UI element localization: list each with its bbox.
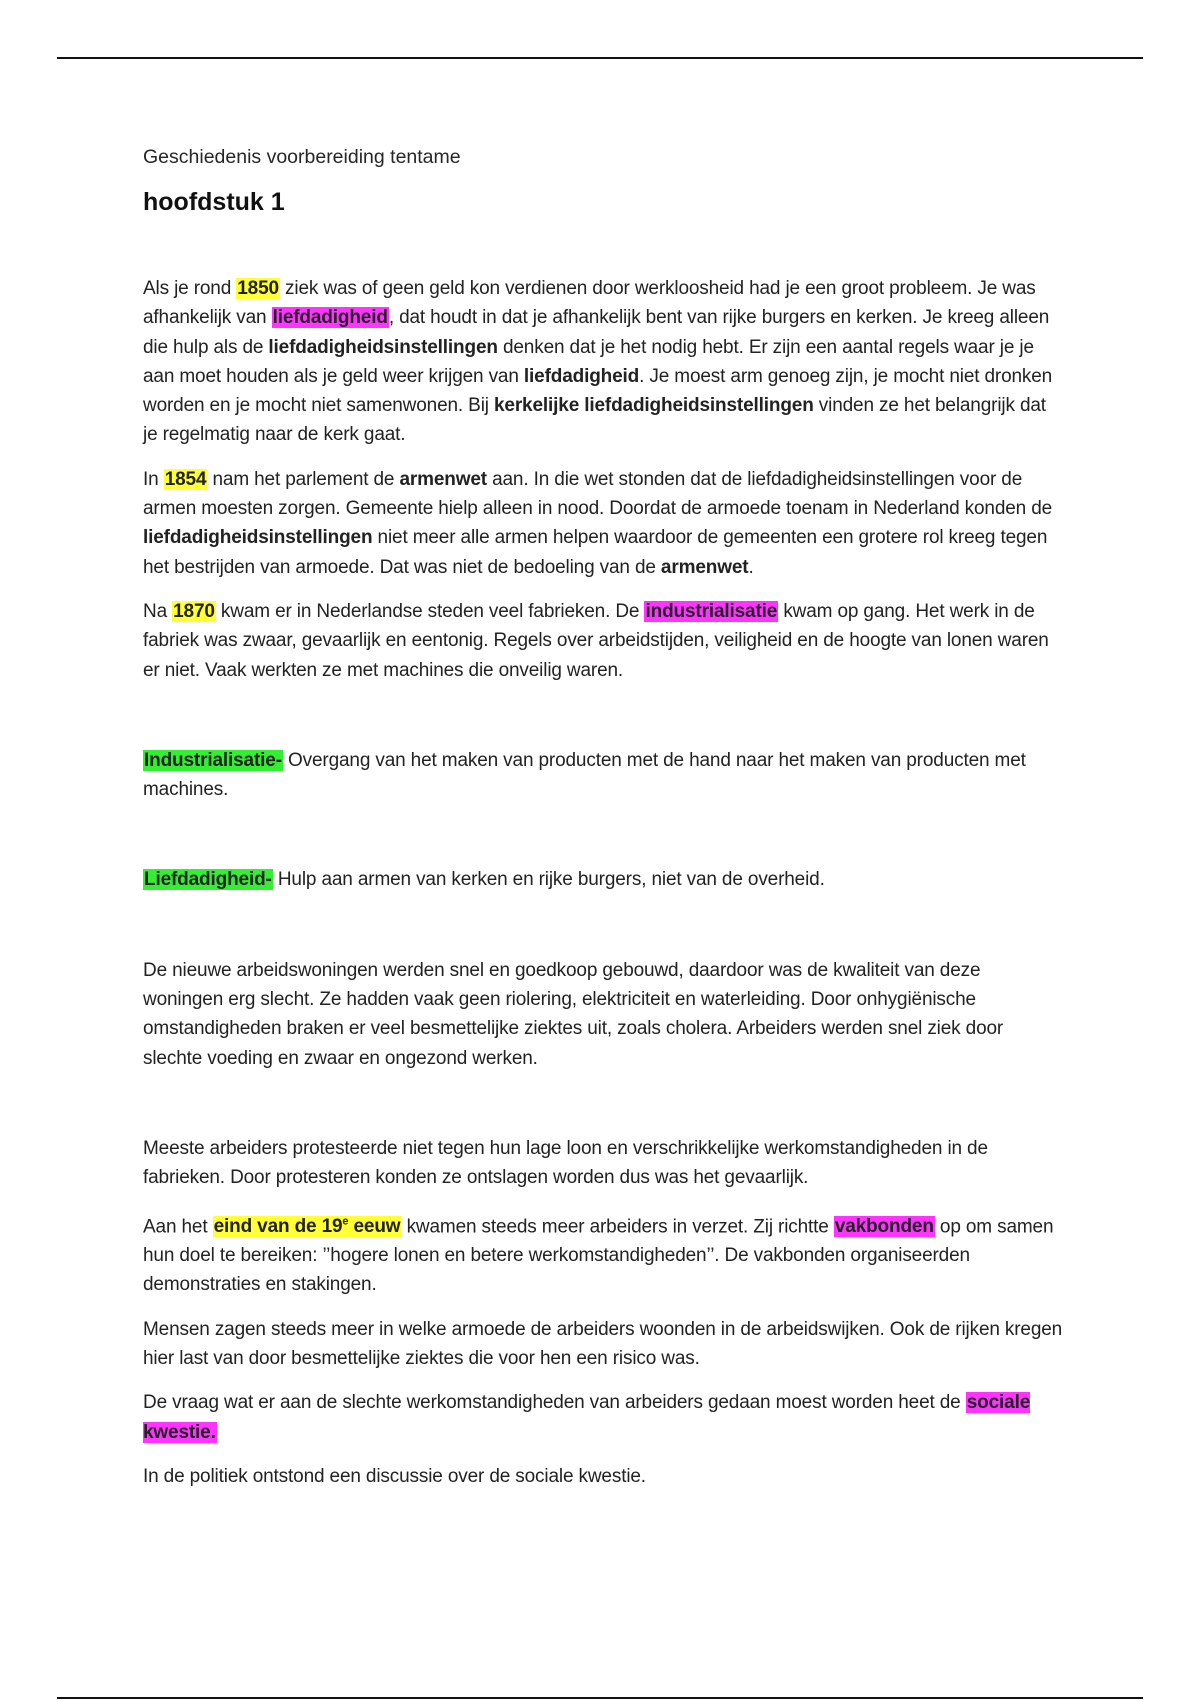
- highlight-sociale-kwestie: sociale kwestie.: [143, 1392, 1031, 1443]
- paragraph-liefdadigheid: Als je rond 1850 ziek was of geen geld kon verdienen door werkloosheid had je een groot probleem. Je was afhankelijk van liefdadigheid, dat houdt in dat je afhankelijk bent van rijke burgers en kerken. Je kreeg alleen die hulp als de liefdadigheidsinstellingen denken dat je het nodig hebt. Er zijn een aantal regels waar je je aan moet houden als je geld weer krijgen van liefdadigheid. Je moest arm genoeg zijn, je mocht niet dronken worden en je mocht niet samenwonen. Bij kerkelijke liefdadigheidsinstellingen vinden ze het belangrijk dat je regelmatig naar de kerk gaat.: [143, 278, 1053, 446]
- document-body: [143, 143, 1063, 1491]
- paragraph-armenwet: In 1854 nam het parlement de armenwet aan. In die wet stonden dat de liefdadigheidsinstellingen voor de armen moesten zorgen. Gemeente hielp alleen in nood. Doordat de armoede toenam in Nederland konden de liefdadigheidsinstellingen niet meer alle armen helpen waardoor de gemeenten een grotere rol kreeg tegen het bestrijden van armoede. Dat was niet de bedoeling van de armenwet.: [143, 468, 1053, 578]
- bold-term: kerkelijke liefdadigheidsinstellingen: [493, 395, 814, 417]
- bottom-rule: [57, 1697, 1143, 1699]
- highlight-liefdadigheid: liefdadigheid: [272, 307, 388, 329]
- bold-term: liefdadigheidsinstellingen: [143, 527, 373, 549]
- document-title: Geschiedenis voorbereiding tentame: [143, 146, 461, 168]
- highlight-eind-19e-eeuw: eind van de 19e eeuw: [213, 1215, 401, 1237]
- definition-liefdadigheid: Liefdadigheid- Hulp aan armen van kerken en rijke burgers, niet van de overheid.: [144, 869, 825, 891]
- chapter-heading: hoofdstuk 1: [143, 188, 285, 216]
- bold-term: liefdadigheidsinstellingen: [268, 336, 498, 358]
- highlight-1870: 1870: [173, 600, 215, 622]
- bold-term: armenwet: [660, 556, 749, 578]
- paragraph-politiek: In de politiek ontstond een discussie over de sociale kwestie.: [143, 1465, 646, 1487]
- definition-term: Liefdadigheid-: [144, 869, 272, 891]
- highlight-1854: 1854: [164, 468, 207, 490]
- highlight-1850: 1850: [237, 278, 279, 299]
- highlight-industrialisatie: industrialisatie: [645, 600, 778, 622]
- paragraph-industrialisatie: Na 1870 kwam er in Nederlandse steden veel fabrieken. De industrialisatie kwam op gang. Het werk in de fabriek was zwaar, gevaarlijk en eentonig. Regels over arbeidstijden, veiligheid en de hoogte van lonen waren er niet. Vaak werkten ze met machines die onveilig waren.: [143, 600, 1049, 681]
- paragraph-vakbonden: Aan het eind van de 19e eeuw kwamen steeds meer arbeiders in verzet. Zij richtte vakbonden op om samen hun doel te bereiken: ’’hogere lonen en betere werkomstandigheden’’. De vakbonden organiseerden demonstraties en stakingen.: [143, 1215, 1054, 1296]
- paragraph-arbeidswoningen: De nieuwe arbeidswoningen werden snel en goedkoop gebouwd, daardoor was de kwaliteit van deze woningen erg slecht. Ze hadden vaak geen riolering, elektriciteit en waterleiding. Door onhygiënische omstandigheden braken er veel besmettelijke ziektes uit, zoals cholera. Arbeiders werden snel ziek door slechte voeding en zwaar en ongezond werken.: [143, 959, 1004, 1069]
- definition-term: Industrialisatie-: [144, 749, 282, 771]
- bold-term: armenwet: [399, 468, 487, 490]
- top-rule: [57, 57, 1143, 59]
- paragraph-sociale-kwestie: De vraag wat er aan de slechte werkomstandigheden van arbeiders gedaan moest worden heet de sociale kwestie.: [143, 1392, 1031, 1443]
- paragraph-protest: Meeste arbeiders protesteerde niet tegen hun lage loon en verschrikkelijke werkomstandigheden in de fabrieken. Door protesteren konden ze ontslagen worden dus was het gevaarlijk.: [143, 1137, 988, 1189]
- highlight-vakbonden: vakbonden: [834, 1215, 934, 1237]
- bold-term: liefdadigheid: [523, 365, 640, 387]
- definition-industrialisatie: Industrialisatie- Overgang van het maken van producten met de hand naar het maken van producten met machines.: [143, 749, 1026, 801]
- paragraph-armoede: Mensen zagen steeds meer in welke armoede de arbeiders woonden in de arbeidswijken. Ook de rijken kregen hier last van door besmettelijke ziektes die voor hen een risico was.: [143, 1318, 1063, 1370]
